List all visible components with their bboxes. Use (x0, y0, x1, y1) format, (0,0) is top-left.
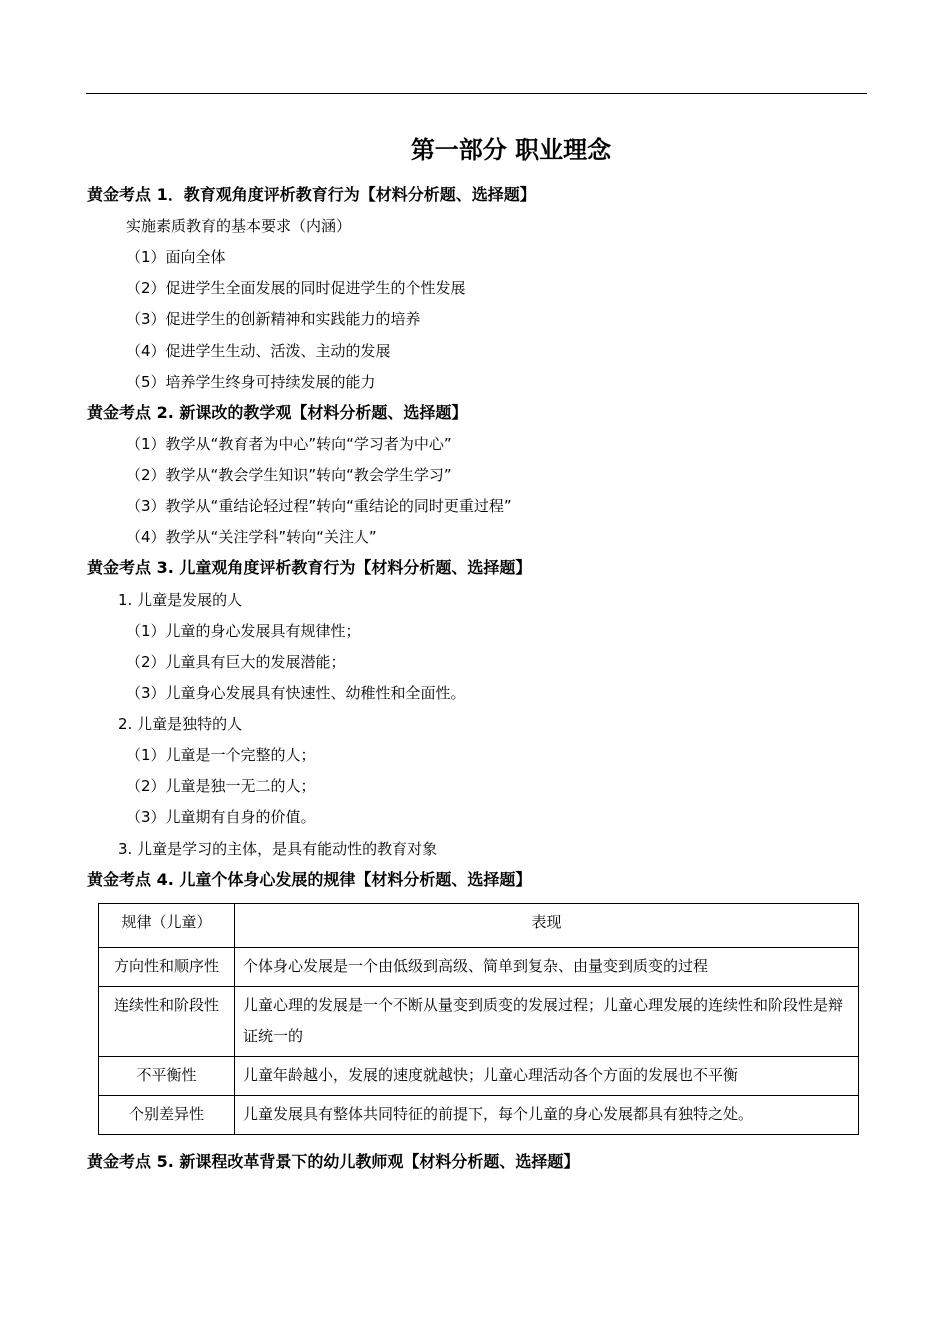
table-row (99, 948, 859, 987)
list-item: （4）教学从“关注学科”转向“关注人” (126, 528, 377, 546)
table-cell: 儿童心理的发展是一个不断从量变到质变的发展过程；儿童心理发展的连续性和阶段性是辩证统一的 (235, 987, 859, 1057)
list-item: （3）儿童身心发展具有快速性、幼稚性和全面性。 (126, 684, 466, 702)
list-item: （3）教学从“重结论轻过程”转向“重结论的同时更重过程” (126, 497, 512, 515)
list-item: （1）教学从“教育者为中心”转向“学习者为中心” (126, 435, 452, 453)
list-item: （5）培养学生终身可持续发展的能力 (126, 373, 376, 391)
table-cell: 个体身心发展是一个由低级到高级、简单到复杂、由量变到质变的过程 (235, 948, 859, 987)
table-cell: 不平衡性 (99, 1057, 235, 1096)
table-cell: 儿童发展具有整体共同特征的前提下，每个儿童的身心发展都具有独特之处。 (235, 1096, 859, 1135)
list-item: （1）儿童是一个完整的人； (126, 746, 316, 764)
table-row (99, 1096, 859, 1135)
section-heading-2: 黄金考点 2. 新课改的教学观【材料分析题、选择题】 (87, 403, 468, 422)
list-item: （2）儿童具有巨大的发展潜能； (126, 653, 346, 671)
list-item: （1）面向全体 (126, 248, 226, 266)
table-cell: 儿童年龄越小，发展的速度就越快；儿童心理活动各个方面的发展也不平衡 (235, 1057, 859, 1096)
page-title: 第一部分 职业理念 (410, 136, 612, 164)
table-row (99, 1057, 859, 1096)
section-heading-5: 黄金考点 5. 新课程改革背景下的幼儿教师观【材料分析题、选择题】 (87, 1152, 580, 1171)
list-item: （2）教学从“教会学生知识”转向“教会学生学习” (126, 466, 452, 484)
table-cell: 方向性和顺序性 (99, 948, 235, 987)
list-item: 1. 儿童是发展的人 (118, 591, 243, 609)
table-header-cell: 规律（儿童） (99, 904, 235, 948)
section-heading-1: 黄金考点 1．教育观角度评析教育行为【材料分析题、选择题】 (87, 185, 536, 204)
section-heading-4: 黄金考点 4. 儿童个体身心发展的规律【材料分析题、选择题】 (87, 870, 532, 889)
list-item: （2）儿童是独一无二的人； (126, 777, 316, 795)
development-rules-table (98, 903, 859, 1135)
list-item: 实施素质教育的基本要求（内涵） (126, 217, 352, 235)
table-header-cell: 表现 (235, 904, 859, 948)
table-cell: 个别差异性 (99, 1096, 235, 1135)
list-item: （3）儿童期有自身的价值。 (126, 808, 316, 826)
list-item: （4）促进学生生动、活泼、主动的发展 (126, 342, 391, 360)
list-item: （1）儿童的身心发展具有规律性； (126, 622, 361, 640)
list-item: 2. 儿童是独特的人 (118, 715, 243, 733)
section-heading-3: 黄金考点 3. 儿童观角度评析教育行为【材料分析题、选择题】 (87, 558, 532, 577)
table-header-row (99, 904, 859, 948)
table-cell: 连续性和阶段性 (99, 987, 235, 1057)
list-item: （3）促进学生的创新精神和实践能力的培养 (126, 310, 421, 328)
table-row (99, 987, 859, 1057)
header-rule (86, 93, 867, 94)
list-item: 3. 儿童是学习的主体，是具有能动性的教育对象 (118, 840, 438, 858)
list-item: （2）促进学生全面发展的同时促进学生的个性发展 (126, 279, 466, 297)
